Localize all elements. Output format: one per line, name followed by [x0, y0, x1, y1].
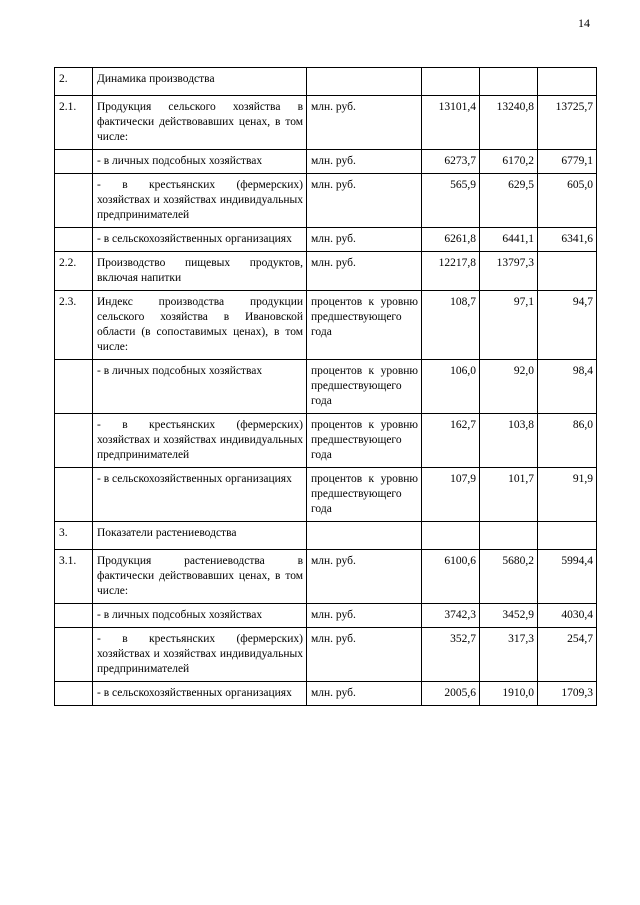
- indicator-name-cell: Динамика производства: [93, 68, 307, 96]
- value-cell-2: 92,0: [480, 360, 538, 414]
- indicator-name-cell: - в крестьянских (фермерских) хозяйствах и хозяйствах индивидуальных предпринимателей: [93, 174, 307, 228]
- indicator-name-cell: - в личных подсобных хозяйствах: [93, 360, 307, 414]
- statistics-table: [54, 67, 597, 706]
- value-cell-3: 4030,4: [538, 604, 597, 628]
- table-row: [55, 522, 597, 550]
- value-cell-3: 6779,1: [538, 150, 597, 174]
- table-row: [55, 150, 597, 174]
- unit-cell: млн. руб.: [307, 174, 422, 228]
- indicator-name-cell: Продукция растениеводства в фактически действовавших ценах, в том числе:: [93, 550, 307, 604]
- value-cell-2: 101,7: [480, 468, 538, 522]
- indicator-name-cell: Продукция сельского хозяйства в фактически действовавших ценах, в том числе:: [93, 96, 307, 150]
- value-cell-3: 1709,3: [538, 682, 597, 706]
- unit-cell: млн. руб.: [307, 96, 422, 150]
- table-row: [55, 414, 597, 468]
- value-cell-2: 5680,2: [480, 550, 538, 604]
- indicator-name-cell: - в личных подсобных хозяйствах: [93, 150, 307, 174]
- value-cell-2: 6170,2: [480, 150, 538, 174]
- table-row: [55, 682, 597, 706]
- value-cell-3: 98,4: [538, 360, 597, 414]
- value-cell-1: 108,7: [422, 291, 480, 360]
- row-number-cell: [55, 628, 93, 682]
- page-number: 14: [578, 16, 590, 30]
- table-row: [55, 291, 597, 360]
- row-number-cell: [55, 228, 93, 252]
- row-number-cell: 2.3.: [55, 291, 93, 360]
- unit-cell: [307, 522, 422, 550]
- value-cell-3: 86,0: [538, 414, 597, 468]
- value-cell-2: 3452,9: [480, 604, 538, 628]
- value-cell-1: [422, 522, 480, 550]
- unit-cell: млн. руб.: [307, 682, 422, 706]
- row-number-cell: 3.1.: [55, 550, 93, 604]
- table-row: [55, 468, 597, 522]
- value-cell-3: [538, 522, 597, 550]
- value-cell-3: 91,9: [538, 468, 597, 522]
- row-number-cell: 2.: [55, 68, 93, 96]
- row-number-cell: 3.: [55, 522, 93, 550]
- table-row: [55, 228, 597, 252]
- indicator-name-cell: - в сельскохозяйственных организациях: [93, 228, 307, 252]
- value-cell-2: 6441,1: [480, 228, 538, 252]
- value-cell-1: 106,0: [422, 360, 480, 414]
- value-cell-2: 629,5: [480, 174, 538, 228]
- value-cell-3: 94,7: [538, 291, 597, 360]
- table-row: [55, 174, 597, 228]
- value-cell-2: 13797,3: [480, 252, 538, 291]
- row-number-cell: [55, 150, 93, 174]
- value-cell-1: 3742,3: [422, 604, 480, 628]
- table-row: [55, 604, 597, 628]
- table-row: [55, 68, 597, 96]
- indicator-name-cell: Показатели растениеводства: [93, 522, 307, 550]
- row-number-cell: [55, 414, 93, 468]
- value-cell-1: 13101,4: [422, 96, 480, 150]
- value-cell-2: 1910,0: [480, 682, 538, 706]
- value-cell-1: 6273,7: [422, 150, 480, 174]
- row-number-cell: [55, 604, 93, 628]
- value-cell-1: 107,9: [422, 468, 480, 522]
- row-number-cell: [55, 682, 93, 706]
- indicator-name-cell: - в крестьянских (фермерских) хозяйствах и хозяйствах индивидуальных предпринимателей: [93, 414, 307, 468]
- table-row: [55, 550, 597, 604]
- value-cell-1: 6100,6: [422, 550, 480, 604]
- row-number-cell: 2.1.: [55, 96, 93, 150]
- value-cell-3: [538, 68, 597, 96]
- unit-cell: процентов к уровню предшествующего года: [307, 414, 422, 468]
- indicator-name-cell: - в личных подсобных хозяйствах: [93, 604, 307, 628]
- unit-cell: млн. руб.: [307, 150, 422, 174]
- value-cell-2: 317,3: [480, 628, 538, 682]
- value-cell-3: 254,7: [538, 628, 597, 682]
- value-cell-1: [422, 68, 480, 96]
- unit-cell: млн. руб.: [307, 228, 422, 252]
- row-number-cell: 2.2.: [55, 252, 93, 291]
- value-cell-2: [480, 522, 538, 550]
- row-number-cell: [55, 360, 93, 414]
- unit-cell: процентов к уровню предшествующего года: [307, 291, 422, 360]
- value-cell-2: 103,8: [480, 414, 538, 468]
- value-cell-3: 5994,4: [538, 550, 597, 604]
- row-number-cell: [55, 174, 93, 228]
- value-cell-3: 605,0: [538, 174, 597, 228]
- unit-cell: процентов к уровню предшествующего года: [307, 360, 422, 414]
- value-cell-1: 565,9: [422, 174, 480, 228]
- value-cell-3: [538, 252, 597, 291]
- table-row: [55, 360, 597, 414]
- value-cell-1: 12217,8: [422, 252, 480, 291]
- indicator-name-cell: - в сельскохозяйственных организациях: [93, 468, 307, 522]
- unit-cell: [307, 68, 422, 96]
- value-cell-1: 6261,8: [422, 228, 480, 252]
- value-cell-1: 2005,6: [422, 682, 480, 706]
- value-cell-2: 13240,8: [480, 96, 538, 150]
- indicator-name-cell: - в сельскохозяйственных организациях: [93, 682, 307, 706]
- unit-cell: млн. руб.: [307, 550, 422, 604]
- table-row: [55, 628, 597, 682]
- indicator-name-cell: Производство пищевых продуктов, включая напитки: [93, 252, 307, 291]
- unit-cell: млн. руб.: [307, 604, 422, 628]
- indicator-name-cell: - в крестьянских (фермерских) хозяйствах и хозяйствах индивидуальных предпринимателей: [93, 628, 307, 682]
- unit-cell: млн. руб.: [307, 252, 422, 291]
- indicator-name-cell: Индекс производства продукции сельского хозяйства в Ивановской области (в сопоставимых ценах), в том числе:: [93, 291, 307, 360]
- unit-cell: процентов к уровню предшествующего года: [307, 468, 422, 522]
- row-number-cell: [55, 468, 93, 522]
- value-cell-3: 6341,6: [538, 228, 597, 252]
- value-cell-2: 97,1: [480, 291, 538, 360]
- value-cell-2: [480, 68, 538, 96]
- table-row: [55, 252, 597, 291]
- value-cell-1: 352,7: [422, 628, 480, 682]
- value-cell-3: 13725,7: [538, 96, 597, 150]
- table-row: [55, 96, 597, 150]
- unit-cell: млн. руб.: [307, 628, 422, 682]
- value-cell-1: 162,7: [422, 414, 480, 468]
